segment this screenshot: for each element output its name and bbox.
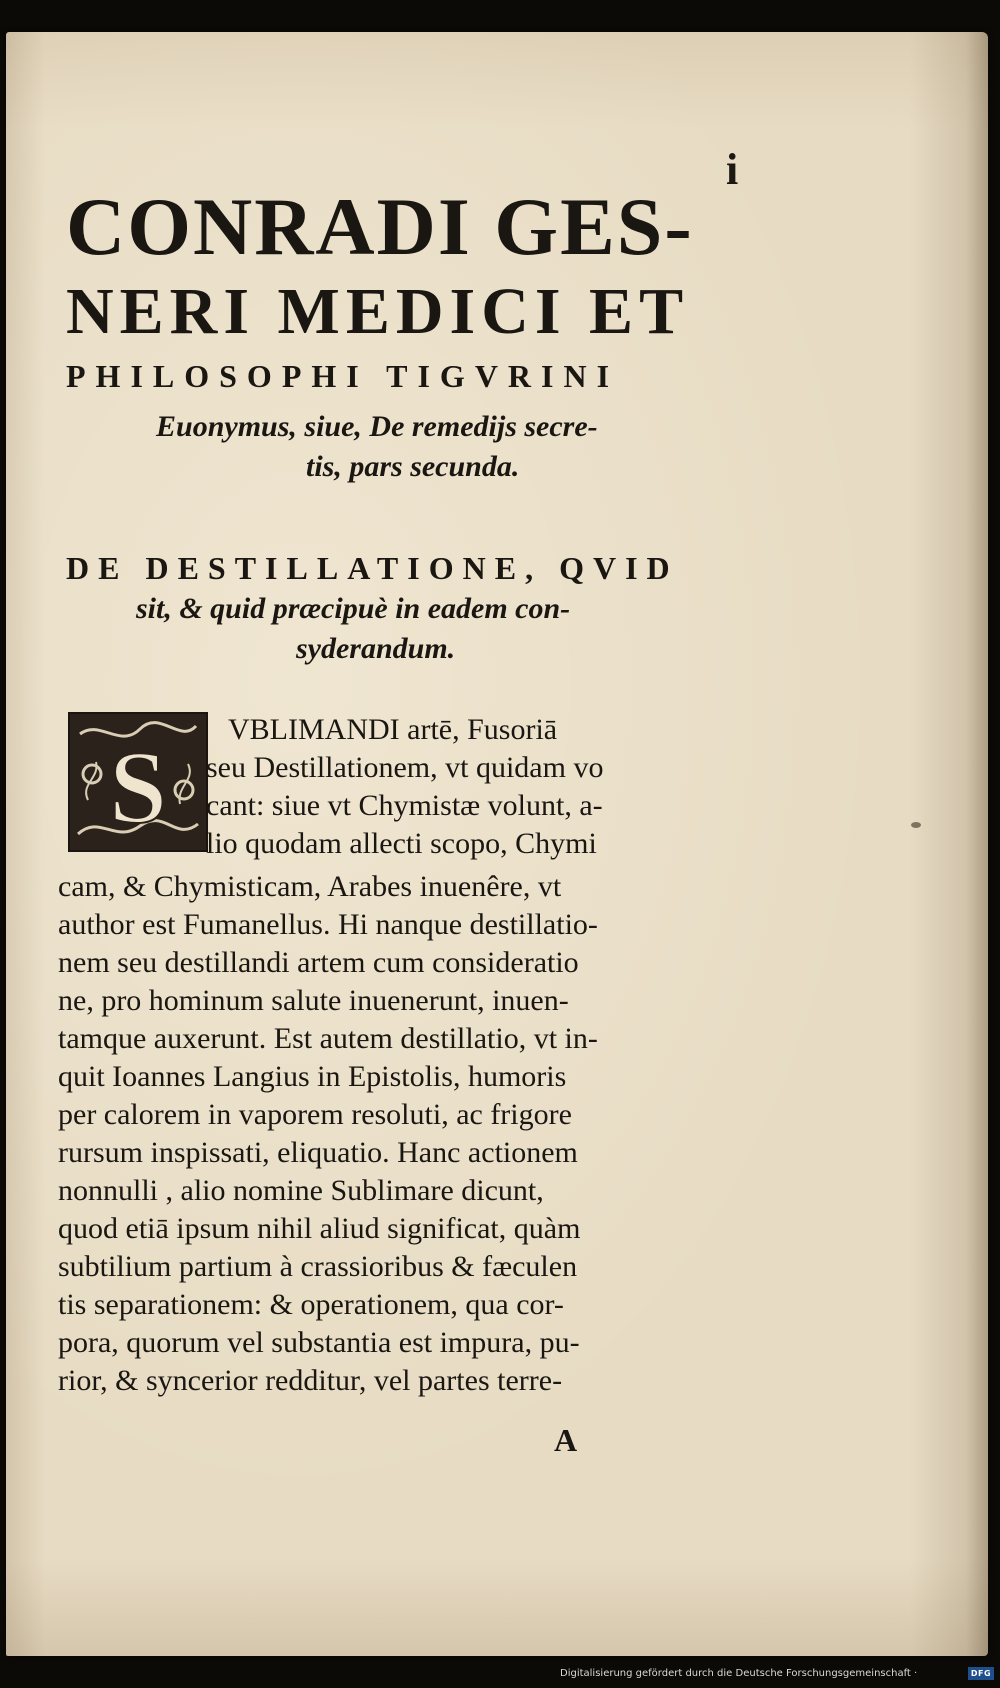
body-line-16: tis separationem: & operationem, qua cor-: [58, 1288, 564, 1321]
body-line-9: tamque auxerunt. Est autem destillatio, vt in-: [58, 1022, 598, 1055]
subtitle-line-2: tis, pars secunda.: [306, 450, 520, 483]
body-line-15: subtilium partium à crassioribus & fæculen: [58, 1250, 578, 1283]
decorated-initial: [68, 712, 208, 852]
body-line-17: pora, quorum vel substantia est impura, pu-: [58, 1326, 580, 1359]
title-line-1: CONRADI GES-: [66, 181, 694, 272]
body-line-4: lio quodam allecti scopo, Chymi: [206, 827, 597, 860]
body-line-12: rursum inspissati, eliquatio. Hanc actionem: [58, 1136, 578, 1169]
title-line-3: PHILOSOPHI TIGVRINI: [66, 358, 620, 394]
body-line-13: nonnulli , alio nomine Sublimare dicunt,: [58, 1174, 544, 1207]
body-line-3: cant: siue vt Chymistæ volunt, a-: [206, 789, 603, 822]
page-edge-shadow: [966, 32, 988, 1656]
body-line-10: quit Ioannes Langius in Epistolis, humoris: [58, 1060, 567, 1093]
subtitle-line-1: Euonymus, siue, De remedijs secre-: [156, 410, 598, 443]
body-line-1: VBLIMANDI artē, Fusoriā: [228, 713, 558, 746]
dfg-logo: DFG: [968, 1667, 994, 1680]
signature-mark: A: [554, 1422, 578, 1458]
decorated-initial-art: [70, 714, 206, 850]
ink-smudge: [911, 822, 921, 828]
body-line-2: seu Destillationem, vt quidam vo: [206, 751, 604, 784]
body-line-6: author est Fumanellus. Hi nanque destillatio-: [58, 908, 598, 941]
section-heading-line-1: DE DESTILLATIONE, QVID: [66, 550, 679, 586]
folio-number: i: [726, 145, 739, 194]
initial-letter: S: [109, 730, 167, 845]
body-line-14: quod etiā ipsum nihil aliud significat, quàm: [58, 1212, 581, 1245]
book-page: [6, 32, 988, 1656]
digitization-credit: Digitalisierung gefördert durch die Deutsche Forschungsgemeinschaft ·: [560, 1668, 918, 1679]
body-line-7: nem seu destillandi artem cum consideratio: [58, 946, 579, 979]
body-line-8: ne, pro hominum salute inuenerunt, inuen-: [58, 984, 569, 1017]
section-heading-line-3: syderandum.: [296, 632, 456, 665]
section-heading-line-2: sit, & quid præcipuè in eadem con-: [136, 592, 571, 625]
body-line-5: cam, & Chymisticam, Arabes inuenêre, vt: [58, 870, 562, 903]
title-line-2: NERI MEDICI ET: [66, 275, 690, 348]
body-line-18: rior, & syncerior redditur, vel partes terre-: [58, 1364, 563, 1397]
body-line-11: per calorem in vaporem resoluti, ac frigore: [58, 1098, 572, 1131]
